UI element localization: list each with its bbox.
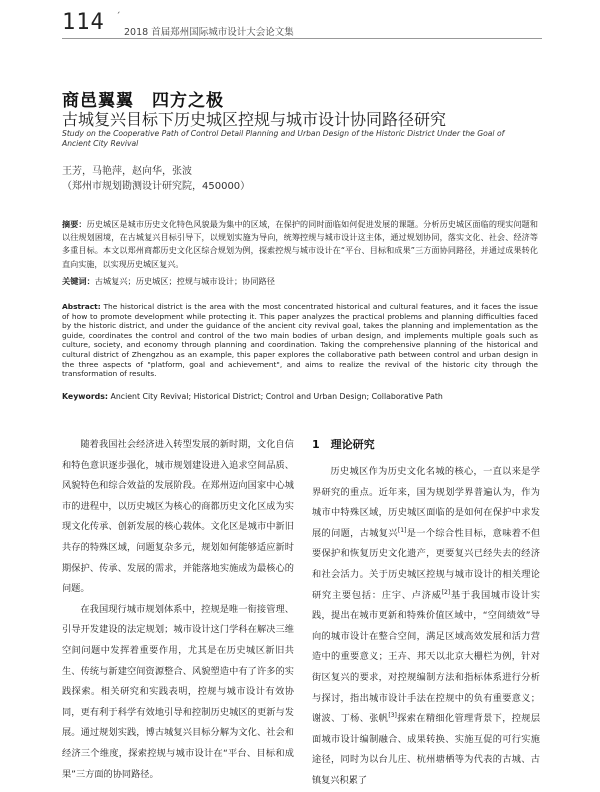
header-mark: ˊ — [116, 12, 121, 22]
abstract-chinese — [62, 218, 538, 271]
body-paragraph — [312, 462, 540, 792]
keywords-chinese — [62, 276, 275, 287]
body-column-left — [62, 435, 294, 785]
author-names: 王芳，马艳萍，赵向华，张波 — [62, 166, 192, 177]
page-number: 114 — [62, 10, 105, 35]
abstract-english — [62, 302, 538, 379]
body-column-right — [312, 462, 540, 792]
running-header — [62, 10, 542, 39]
english-title: Study on the Cooperative Path of Control Detail Planning and Urban Design of the Historic District Under the Goal of Ancient City Revival — [62, 129, 505, 148]
section-heading: 1 理论研究 — [312, 438, 375, 451]
abstract-en-text: The historical district is the area with the most concentrated historical and cultural features, and it faces the issue of how to promote development while protecting it. This paper analyzes the practical problems and planning difficulties faced by the historic district, and under the guidance of the ancient city revival goal, takes the planning and implementation as the guide, coordinates the control and control of the two main bodies of urban design, and implements multiple goals such as culture, society, and economy through planning and coordination. Taking the comprehensive planning of the historical and cultural district of Zhengzhou as an example, this paper explores the collaborative path between control and urban design in the three aspects of "platform, goal and achievement", and aims to realize the revival of the historic city through the transformation of results. — [62, 302, 538, 379]
keywords-en-text: Ancient City Revival; Historical District; Control and Urban Design; Collaborative Path — [108, 392, 443, 401]
citation-ref: [3] — [388, 712, 397, 720]
title-line-1: 商邑翼翼 四方之极 — [62, 91, 224, 111]
citation-ref: [1] — [397, 526, 407, 534]
author-affiliation: （郑州市规划勘测设计研究院，450000） — [62, 181, 251, 192]
keywords-cn-label: 关键词： — [62, 276, 95, 286]
title-line-2: 古城复兴目标下历史城区控规与城市设计协同路径研究 — [62, 110, 447, 129]
abstract-cn-text: 历史城区是城市历史文化特色风貌最为集中的区域，在保护的同时面临如何促进发展的课题。分析历史城区面临的现实问题和以往规划困境，在古城复兴目标引导下，以规划实施为导向，统筹控规与城市设计这主体，通过规划协同，落实文化、社会、经济等多重目标。本文以郑州商都历史文化区综合规划为例，探索控规与城市设计在“平台、目标和成果”三方面协同路径，并通过成果转化直向实施，以实现历史城区复兴。 — [62, 219, 538, 269]
text-run: 历史城区作为历史文化名城的核心，一直以来是学界研究的重点。近年来，国为规划学界普遍认为，作为城市中特殊区域，历史城区面临的是如何在保护中求发展的问题，古城复兴 — [312, 466, 540, 539]
keywords-en-label: Keywords: — [62, 392, 109, 401]
abstract-en-label: Abstract: — [62, 302, 101, 311]
text-run: 是一个综合性目标，意味着不但要保护和恢复历史文化遗产，更要复兴已经失去的经济和社会活力。关于历史城区控规与城市设计的相关理论研究主要包括：庄宇、卢济威 — [312, 527, 541, 601]
body-paragraph: 在我国现行城市规划体系中，控规是唯一衔接管理、引导开发建设的法定规划；城市设计这门学科在解决三维空间问题中发挥着重要作用，尤其是在历史城区新旧共生、传统与新建空间资源整合、风貌塑造中有了许多的实践探索。相关研究和实践表明，控规与城市设计有效协同，更有利于科学有效地引导和控制历史城区的更新与发展。通过规划实践，博古城复兴目标分解为文化、社会和经济三个维度，探索控规与城市设计在“平台、目标和成果”三方面的协同路径。 — [62, 603, 294, 780]
header-text: 2018 首届郑州国际城市设计大会论文集 — [124, 27, 294, 38]
text-run: 基于我国城市设计实践，提出在城市更新和特殊价值区域中，“空间绩效”导向的城市设计在整合空间，满足区域高效发展和活力营造中的重要意义；王卉、邦天以北京大栅栏为例，针对街区复兴的要求，对控规编制方法和指标体系进行分析与探讨，指出城市设计手法在控规中的负有重要意义；谢波、丁杨、张帆 — [312, 589, 541, 725]
author-block — [62, 164, 250, 194]
abstract-cn-label: 摘要： — [62, 219, 87, 229]
body-paragraph: 随着我国社会经济进入转型发展的新时期，文化自信和特色意识逐步强化，城市规划建设进入追求空间品质、风貌特色和综合效益的发展阶段。在郑州迈向国家中心城市的进程中，以历史城区为核心的商都历史文化区成为实现文化传承、创新发展的核心载体。文化区是城市中新旧共存的特殊区域，问题复杂多元，规划如何能够适应新时期保护、传承、发展的需求，并能落地实施成为最核心的问题。 — [62, 439, 294, 595]
keywords-cn-text: 古城复兴；历史城区；控规与城市设计；协同路径 — [94, 276, 275, 286]
keywords-english — [62, 392, 443, 401]
text-run: 探索在精细化管理背景下，控规层面城市设计编制融合、成果转换、实施互促的可行实施途径，同时为以台儿庄、杭州塘栖等为代表的古城、古镇复兴积累了 — [312, 713, 541, 786]
citation-ref: [2] — [441, 588, 451, 596]
